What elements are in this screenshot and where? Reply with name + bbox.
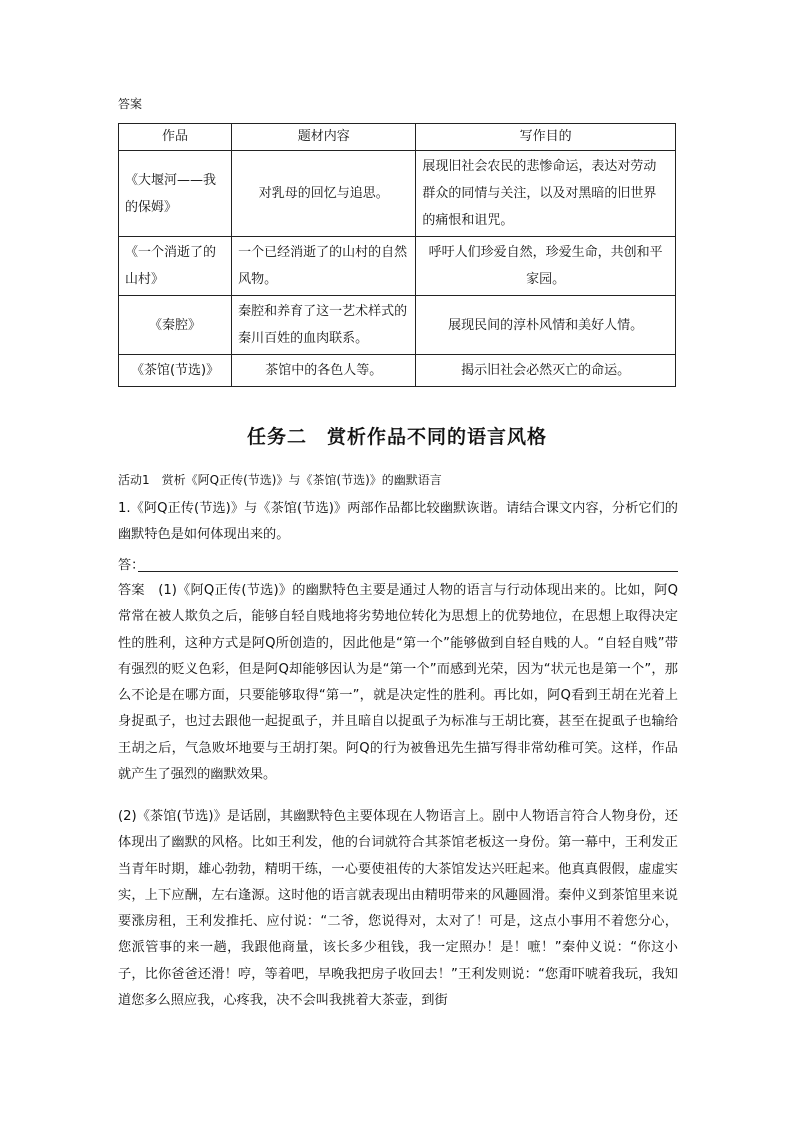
table-cell: 对乳母的回忆与追思。	[232, 151, 416, 237]
table-row	[119, 355, 676, 387]
answer-label: 答案	[118, 97, 143, 111]
table-header-row	[119, 124, 676, 151]
answer-paragraph-1: 答案 (1)《阿Q正传(节选)》的幽默特色主要是通过人物的语言与行动体现出来的。比如，阿Q常常在被人欺负之后，能够自轻自贱地将劣势地位转化为思想上的优势地位，在思想上取得决定性的胜利，这种方式是阿Q所创造的，因此他是“第一个”能够做到自轻自贱的人。“自轻自贱”带有强烈的贬义色彩，但是阿Q却能够因认为是“第一个”而感到光荣，因为“状元也是第一个”，那么不论是在哪方面，只要能够取得“第一”，就是决定性的胜利。再比如，阿Q看到王胡在光着上身捉虱子，也过去跟他一起捉虱子，并且暗自以捉虱子为标准与王胡比赛，甚至在捉虱子也输给王胡之后，气急败坏地要与王胡打架。阿Q的行为被鲁迅先生描写得非常幼稚可笑。这样，作品就产生了强烈的幽默效果。	[118, 583, 678, 783]
answer-paragraph-2: (2)《茶馆(节选)》是话剧，其幽默特色主要体现在人物语言上。剧中人物语言符合人物身份，还体现出了幽默的风格。比如王利发，他的台词就符合其茶馆老板这一身份。第一幕中，王利发正当青年时期，雄心勃勃，精明干练，一心要使祖传的大茶馆发达兴旺起来。他真真假假，虚虚实实，上下应酬，左右逢源。这时他的语言就表现出由精明带来的风趣圆滑。秦仲义到茶馆里来说要涨房租，王利发推托、应付说：“二爷，您说得对，太对了！可是，这点小事用不着您分心，您派管事的来一趟，我跟他商量，该长多少租钱，我一定照办！是！嗻！”秦仲义说：“你这小子，比你爸爸还滑！哼，等着吧，早晚我把房子收回去！”王利发则说：“您甭吓唬着我玩，我知道您多么照应我，心疼我，决不会叫我挑着大茶壶，到街	[118, 809, 678, 1009]
table-cell: 一个已经消逝了的山村的自然风物。	[232, 237, 416, 296]
table-cell: 展现旧社会农民的悲惨命运，表达对劳动群众的同情与关注，以及对黑暗的旧世界的痛恨和诅咒。	[416, 151, 676, 237]
table-cell: 揭示旧社会必然灭亡的命运。	[416, 355, 676, 387]
answer-blank[interactable]	[118, 554, 678, 573]
answer-table	[118, 123, 676, 387]
answer-prompt: 答：	[118, 558, 145, 573]
table-cell: 呼吁人们珍爱自然，珍爱生命，共创和平家园。	[416, 237, 676, 296]
table-cell: 茶馆中的各色人等。	[232, 355, 416, 387]
table-header: 写作目的	[416, 124, 676, 151]
table-row	[119, 237, 676, 296]
table-cell: 展现民间的淳朴风情和美好人情。	[416, 296, 676, 355]
table-row	[119, 296, 676, 355]
table-header: 题材内容	[232, 124, 416, 151]
table-cell: 《茶馆(节选)》	[119, 355, 232, 387]
table-cell: 秦腔和养育了这一艺术样式的秦川百姓的血肉联系。	[232, 296, 416, 355]
table-row	[119, 151, 676, 237]
table-cell: 《大堰河——我的保姆》	[119, 151, 232, 237]
table-cell: 《一个消逝了的山村》	[119, 237, 232, 296]
activity-title: 活动1 赏析《阿Q正传(节选)》与《茶馆(节选)》的幽默语言	[118, 473, 442, 487]
question-text: 1.《阿Q正传(节选)》与《茶馆(节选)》两部作品都比较幽默诙谐。请结合课文内容，分析它们的幽默特色是如何体现出来的。	[118, 501, 678, 543]
table-cell: 《秦腔》	[119, 296, 232, 355]
answer-underline	[138, 571, 678, 572]
table-header: 作品	[119, 124, 232, 151]
task-title: 任务二 赏析作品不同的语言风格	[246, 426, 547, 448]
